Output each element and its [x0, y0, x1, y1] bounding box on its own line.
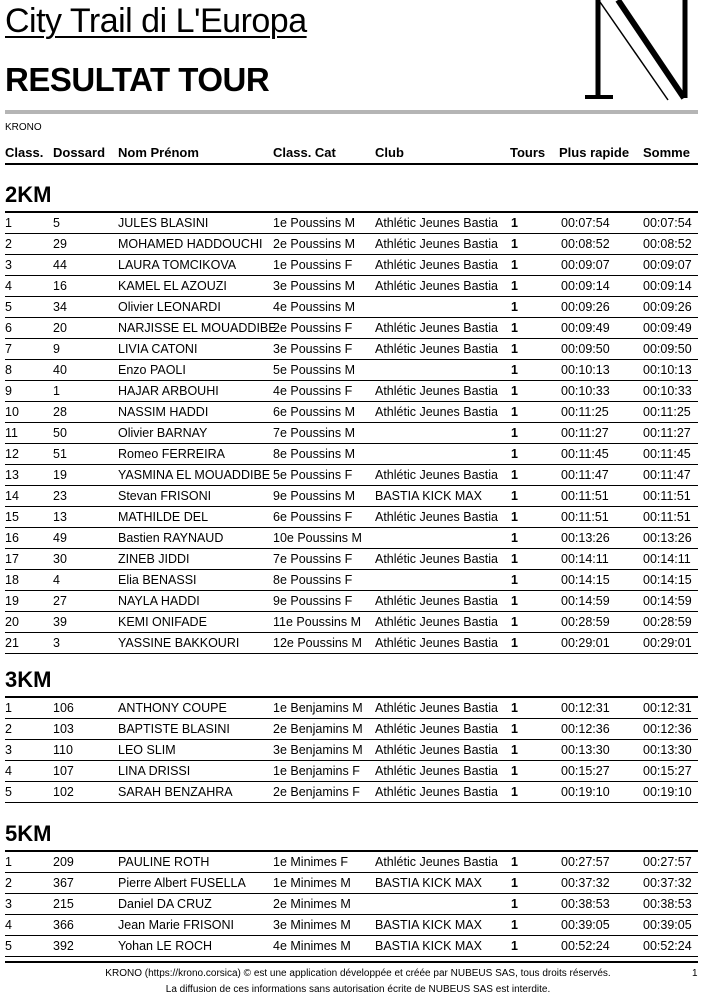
cell-rapide: 00:11:47	[561, 468, 609, 482]
cell-nom: Romeo FERREIRA	[118, 447, 225, 461]
cell-class: 6	[5, 321, 12, 335]
cell-tours: 1	[511, 258, 518, 272]
cell-somme: 00:10:13	[643, 363, 692, 377]
table-row	[5, 915, 698, 936]
cell-somme: 00:13:26	[643, 531, 692, 545]
cell-tours: 1	[511, 855, 518, 869]
cell-rapide: 00:12:31	[561, 701, 610, 715]
cell-class: 10	[5, 405, 19, 419]
cell-tours: 1	[511, 939, 518, 953]
cell-class: 2	[5, 237, 12, 251]
table-row	[5, 782, 698, 803]
cell-class: 17	[5, 552, 19, 566]
cell-cat: 10e Poussins M	[273, 531, 362, 545]
cell-dossard: 34	[53, 300, 67, 314]
cell-somme: 00:14:11	[643, 552, 691, 566]
cell-club: Athlétic Jeunes Bastia	[375, 468, 498, 482]
cell-cat: 3e Benjamins M	[273, 743, 363, 757]
cell-club: Athlétic Jeunes Bastia	[375, 636, 498, 650]
cell-cat: 4e Minimes M	[273, 939, 351, 953]
cell-class: 16	[5, 531, 19, 545]
col-header-somme: Somme	[643, 145, 690, 160]
table-row	[5, 528, 698, 549]
cell-class: 5	[5, 300, 12, 314]
table-row	[5, 873, 698, 894]
cell-dossard: 23	[53, 489, 67, 503]
cell-rapide: 00:11:51	[561, 510, 609, 524]
cell-tours: 1	[511, 300, 518, 314]
cell-somme: 00:10:33	[643, 384, 692, 398]
cell-tours: 1	[511, 216, 518, 230]
table-row	[5, 633, 698, 654]
page-title: City Trail di L'Europa	[5, 2, 307, 40]
cell-nom: MATHILDE DEL	[118, 510, 209, 524]
cell-nom: Enzo PAOLI	[118, 363, 186, 377]
cell-cat: 3e Minimes M	[273, 918, 351, 932]
cell-cat: 8e Poussins M	[273, 447, 355, 461]
cell-nom: Pierre Albert FUSELLA	[118, 876, 246, 890]
cell-dossard: 13	[53, 510, 67, 524]
table-row	[5, 213, 698, 234]
cell-somme: 00:11:45	[643, 447, 691, 461]
cell-nom: Olivier LEONARDI	[118, 300, 221, 314]
organizer-label: KRONO	[5, 122, 42, 133]
cell-class: 13	[5, 468, 19, 482]
cell-cat: 3e Poussins F	[273, 342, 353, 356]
cell-cat: 2e Benjamins F	[273, 785, 360, 799]
cell-class: 1	[5, 855, 12, 869]
table-row	[5, 719, 698, 740]
cell-rapide: 00:13:26	[561, 531, 610, 545]
cell-cat: 1e Benjamins M	[273, 701, 363, 715]
table-row	[5, 852, 698, 873]
cell-rapide: 00:19:10	[561, 785, 610, 799]
table-row	[5, 761, 698, 782]
cell-club: BASTIA KICK MAX	[375, 939, 482, 953]
cell-dossard: 44	[53, 258, 67, 272]
table-row	[5, 612, 698, 633]
table-row	[5, 234, 698, 255]
cell-nom: LAURA TOMCIKOVA	[118, 258, 237, 272]
column-headers	[5, 145, 698, 165]
cell-rapide: 00:10:13	[561, 363, 610, 377]
cell-club: Athlétic Jeunes Bastia	[375, 701, 498, 715]
cell-rapide: 00:27:57	[561, 855, 610, 869]
cell-club: Athlétic Jeunes Bastia	[375, 510, 498, 524]
cell-tours: 1	[511, 722, 518, 736]
cell-class: 20	[5, 615, 19, 629]
cell-rapide: 00:14:11	[561, 552, 609, 566]
cell-cat: 12e Poussins M	[273, 636, 362, 650]
cell-tours: 1	[511, 363, 518, 377]
cell-dossard: 40	[53, 363, 67, 377]
cell-tours: 1	[511, 237, 518, 251]
cell-dossard: 110	[53, 743, 73, 757]
cell-club: Athlétic Jeunes Bastia	[375, 279, 498, 293]
cell-club: Athlétic Jeunes Bastia	[375, 216, 498, 230]
cell-rapide: 00:11:51	[561, 489, 609, 503]
col-header-dossard: Dossard	[53, 145, 106, 160]
n-logo-icon	[580, 0, 700, 102]
cell-dossard: 20	[53, 321, 67, 335]
cell-rapide: 00:09:49	[561, 321, 610, 335]
cell-nom: HAJAR ARBOUHI	[118, 384, 219, 398]
col-header-rapide: Plus rapide	[559, 145, 630, 160]
cell-tours: 1	[511, 615, 518, 629]
table-row	[5, 936, 698, 957]
table-row	[5, 444, 698, 465]
cell-rapide: 00:07:54	[561, 216, 610, 230]
cell-rapide: 00:39:05	[561, 918, 610, 932]
table-row	[5, 894, 698, 915]
cell-nom: KAMEL EL AZOUZI	[118, 279, 227, 293]
cell-somme: 00:11:27	[643, 426, 691, 440]
cell-tours: 1	[511, 552, 518, 566]
cell-dossard: 39	[53, 615, 67, 629]
cell-somme: 00:11:47	[643, 468, 691, 482]
table-row	[5, 698, 698, 719]
cell-class: 1	[5, 216, 12, 230]
cell-cat: 1e Poussins F	[273, 258, 353, 272]
cell-somme: 00:09:07	[643, 258, 692, 272]
cell-nom: LINA DRISSI	[118, 764, 191, 778]
cell-club: Athlétic Jeunes Bastia	[375, 321, 498, 335]
table-row	[5, 255, 698, 276]
col-header-nom: Nom Prénom	[118, 145, 199, 160]
cell-nom: LEO SLIM	[118, 743, 176, 757]
cell-club: Athlétic Jeunes Bastia	[375, 764, 498, 778]
cell-class: 3	[5, 897, 12, 911]
table-row	[5, 423, 698, 444]
cell-tours: 1	[511, 279, 518, 293]
cell-dossard: 392	[53, 939, 74, 953]
cell-tours: 1	[511, 897, 518, 911]
cell-cat: 2e Poussins M	[273, 237, 355, 251]
page-number: 1	[692, 968, 698, 979]
table-row	[5, 360, 698, 381]
cell-somme: 00:11:25	[643, 405, 691, 419]
cell-class: 11	[5, 426, 18, 440]
cell-nom: NAYLA HADDI	[118, 594, 200, 608]
cell-rapide: 00:09:26	[561, 300, 610, 314]
cell-nom: Bastien RAYNAUD	[118, 531, 224, 545]
cell-dossard: 209	[53, 855, 74, 869]
cell-dossard: 16	[53, 279, 67, 293]
cell-tours: 1	[511, 489, 518, 503]
section-title: 5KM	[5, 821, 52, 846]
cell-dossard: 27	[53, 594, 67, 608]
cell-rapide: 00:14:15	[561, 573, 610, 587]
cell-dossard: 19	[53, 468, 67, 482]
cell-nom: LIVIA CATONI	[118, 342, 198, 356]
cell-dossard: 28	[53, 405, 67, 419]
cell-tours: 1	[511, 384, 518, 398]
cell-nom: Stevan FRISONI	[118, 489, 212, 503]
cell-somme: 00:28:59	[643, 615, 692, 629]
cell-somme: 00:13:30	[643, 743, 692, 757]
col-header-class: Class.	[5, 145, 44, 160]
cell-cat: 3e Poussins M	[273, 279, 355, 293]
cell-dossard: 49	[53, 531, 67, 545]
cell-somme: 00:09:50	[643, 342, 692, 356]
cell-dossard: 29	[53, 237, 67, 251]
cell-cat: 4e Poussins M	[273, 300, 355, 314]
table-row	[5, 381, 698, 402]
cell-dossard: 50	[53, 426, 67, 440]
cell-class: 15	[5, 510, 19, 524]
cell-club: Athlétic Jeunes Bastia	[375, 552, 498, 566]
cell-rapide: 00:11:27	[561, 426, 609, 440]
table-row	[5, 339, 698, 360]
col-header-cat: Class. Cat	[273, 145, 336, 160]
cell-rapide: 00:11:25	[561, 405, 609, 419]
cell-dossard: 3	[53, 636, 60, 650]
cell-class: 4	[5, 279, 12, 293]
cell-dossard: 107	[53, 764, 74, 778]
cell-tours: 1	[511, 636, 518, 650]
page-subtitle: RESULTAT TOUR	[5, 61, 270, 98]
cell-class: 3	[5, 258, 12, 272]
cell-club: Athlétic Jeunes Bastia	[375, 384, 498, 398]
cell-tours: 1	[511, 426, 518, 440]
cell-nom: Jean Marie FRISONI	[118, 918, 235, 932]
footer-disclaimer: La diffusion de ces informations sans autorisation écrite de NUBEUS SAS est interdite.	[165, 984, 551, 995]
cell-somme: 00:12:36	[643, 722, 692, 736]
cell-nom: ANTHONY COUPE	[118, 701, 227, 715]
cell-cat: 7e Poussins F	[273, 552, 353, 566]
cell-tours: 1	[511, 510, 518, 524]
footer-divider	[5, 961, 698, 963]
footer-copyright: KRONO (https://krono.corsica) © est une application développée et créée par NUBEUS SAS, tous droits réservés.	[105, 968, 611, 979]
cell-class: 7	[5, 342, 12, 356]
cell-somme: 00:15:27	[643, 764, 692, 778]
cell-somme: 00:09:49	[643, 321, 692, 335]
cell-class: 5	[5, 785, 12, 799]
cell-cat: 9e Poussins F	[273, 594, 353, 608]
cell-somme: 00:09:14	[643, 279, 692, 293]
cell-nom: MOHAMED HADDOUCHI	[118, 237, 263, 251]
table-row	[5, 570, 698, 591]
cell-class: 19	[5, 594, 19, 608]
table-row	[5, 591, 698, 612]
cell-cat: 5e Poussins M	[273, 363, 355, 377]
cell-somme: 00:14:15	[643, 573, 692, 587]
cell-cat: 6e Poussins M	[273, 405, 355, 419]
cell-cat: 2e Minimes M	[273, 897, 351, 911]
cell-cat: 1e Benjamins F	[273, 764, 360, 778]
cell-tours: 1	[511, 701, 518, 715]
table-row	[5, 276, 698, 297]
cell-nom: NASSIM HADDI	[118, 405, 209, 419]
cell-nom: Daniel DA CRUZ	[118, 897, 212, 911]
cell-nom: BAPTISTE BLASINI	[118, 722, 230, 736]
cell-rapide: 00:15:27	[561, 764, 610, 778]
cell-club: Athlétic Jeunes Bastia	[375, 405, 498, 419]
cell-club: Athlétic Jeunes Bastia	[375, 342, 498, 356]
cell-dossard: 5	[53, 216, 60, 230]
cell-rapide: 00:12:36	[561, 722, 610, 736]
cell-tours: 1	[511, 764, 518, 778]
cell-dossard: 367	[53, 876, 74, 890]
table-row	[5, 507, 698, 528]
cell-class: 12	[5, 447, 19, 461]
cell-somme: 00:39:05	[643, 918, 692, 932]
table-row	[5, 486, 698, 507]
cell-rapide: 00:52:24	[561, 939, 610, 953]
cell-somme: 00:29:01	[643, 636, 692, 650]
cell-somme: 00:52:24	[643, 939, 692, 953]
cell-nom: KEMI ONIFADE	[118, 615, 207, 629]
cell-dossard: 366	[53, 918, 74, 932]
cell-cat: 7e Poussins M	[273, 426, 355, 440]
cell-dossard: 106	[53, 701, 74, 715]
cell-somme: 00:14:59	[643, 594, 692, 608]
col-header-club: Club	[375, 145, 404, 160]
table-row	[5, 318, 698, 339]
cell-somme: 00:12:31	[643, 701, 692, 715]
cell-cat: 4e Poussins F	[273, 384, 353, 398]
cell-tours: 1	[511, 876, 518, 890]
cell-somme: 00:37:32	[643, 876, 692, 890]
cell-dossard: 1	[53, 384, 60, 398]
cell-tours: 1	[511, 785, 518, 799]
cell-class: 8	[5, 363, 12, 377]
cell-tours: 1	[511, 743, 518, 757]
cell-cat: 8e Poussins F	[273, 573, 353, 587]
cell-nom: JULES BLASINI	[118, 216, 209, 230]
cell-dossard: 215	[53, 897, 74, 911]
cell-dossard: 9	[53, 342, 60, 356]
section-title: 2KM	[5, 182, 52, 207]
cell-nom: ZINEB JIDDI	[118, 552, 190, 566]
cell-club: Athlétic Jeunes Bastia	[375, 237, 498, 251]
cell-rapide: 00:38:53	[561, 897, 610, 911]
cell-tours: 1	[511, 531, 518, 545]
cell-cat: 2e Poussins F	[273, 321, 353, 335]
cell-class: 4	[5, 764, 12, 778]
cell-nom: Elia BENASSI	[118, 573, 197, 587]
cell-rapide: 00:08:52	[561, 237, 610, 251]
table-row	[5, 402, 698, 423]
cell-class: 18	[5, 573, 19, 587]
cell-somme: 00:19:10	[643, 785, 692, 799]
cell-cat: 2e Benjamins M	[273, 722, 363, 736]
cell-somme: 00:09:26	[643, 300, 692, 314]
cell-cat: 1e Minimes M	[273, 876, 351, 890]
cell-club: BASTIA KICK MAX	[375, 489, 482, 503]
cell-class: 2	[5, 722, 12, 736]
cell-tours: 1	[511, 573, 518, 587]
cell-class: 5	[5, 939, 12, 953]
cell-tours: 1	[511, 918, 518, 932]
cell-dossard: 4	[53, 573, 60, 587]
cell-dossard: 30	[53, 552, 67, 566]
cell-cat: 1e Minimes F	[273, 855, 349, 869]
table-row	[5, 297, 698, 318]
cell-cat: 5e Poussins F	[273, 468, 353, 482]
cell-rapide: 00:28:59	[561, 615, 610, 629]
cell-rapide: 00:13:30	[561, 743, 610, 757]
cell-class: 3	[5, 743, 12, 757]
cell-tours: 1	[511, 447, 518, 461]
cell-dossard: 51	[53, 447, 67, 461]
cell-tours: 1	[511, 405, 518, 419]
cell-class: 14	[5, 489, 19, 503]
cell-somme: 00:27:57	[643, 855, 692, 869]
cell-rapide: 00:11:45	[561, 447, 609, 461]
section-title: 3KM	[5, 667, 52, 692]
cell-rapide: 00:37:32	[561, 876, 610, 890]
cell-rapide: 00:09:07	[561, 258, 610, 272]
cell-nom: YASSINE BAKKOURI	[118, 636, 240, 650]
cell-nom: SARAH BENZAHRA	[118, 785, 233, 799]
cell-somme: 00:11:51	[643, 510, 691, 524]
cell-rapide: 00:14:59	[561, 594, 610, 608]
cell-tours: 1	[511, 594, 518, 608]
cell-tours: 1	[511, 468, 518, 482]
cell-tours: 1	[511, 342, 518, 356]
cell-nom: Yohan LE ROCH	[118, 939, 213, 953]
cell-rapide: 00:10:33	[561, 384, 610, 398]
cell-nom: PAULINE ROTH	[118, 855, 210, 869]
cell-class: 21	[5, 636, 19, 650]
cell-club: BASTIA KICK MAX	[375, 918, 482, 932]
cell-club: Athlétic Jeunes Bastia	[375, 594, 498, 608]
table-row	[5, 465, 698, 486]
header-divider	[5, 110, 698, 114]
table-row	[5, 549, 698, 570]
cell-cat: 11e Poussins M	[273, 615, 362, 629]
cell-somme: 00:11:51	[643, 489, 691, 503]
cell-dossard: 102	[53, 785, 74, 799]
cell-club: Athlétic Jeunes Bastia	[375, 855, 498, 869]
cell-club: BASTIA KICK MAX	[375, 876, 482, 890]
cell-somme: 00:07:54	[643, 216, 692, 230]
cell-tours: 1	[511, 321, 518, 335]
cell-club: Athlétic Jeunes Bastia	[375, 615, 498, 629]
cell-class: 1	[5, 701, 12, 715]
cell-rapide: 00:09:50	[561, 342, 610, 356]
cell-class: 4	[5, 918, 12, 932]
cell-somme: 00:08:52	[643, 237, 692, 251]
cell-club: Athlétic Jeunes Bastia	[375, 258, 498, 272]
cell-nom: Olivier BARNAY	[118, 426, 208, 440]
cell-club: Athlétic Jeunes Bastia	[375, 743, 498, 757]
cell-somme: 00:38:53	[643, 897, 692, 911]
cell-club: Athlétic Jeunes Bastia	[375, 785, 498, 799]
cell-club: Athlétic Jeunes Bastia	[375, 722, 498, 736]
cell-dossard: 103	[53, 722, 74, 736]
cell-rapide: 00:29:01	[561, 636, 610, 650]
cell-class: 9	[5, 384, 12, 398]
cell-cat: 9e Poussins M	[273, 489, 355, 503]
cell-class: 2	[5, 876, 12, 890]
cell-cat: 6e Poussins F	[273, 510, 353, 524]
cell-nom: YASMINA EL MOUADDIBE	[118, 468, 271, 482]
col-header-tours: Tours	[510, 145, 546, 160]
cell-cat: 1e Poussins M	[273, 216, 355, 230]
cell-rapide: 00:09:14	[561, 279, 610, 293]
table-row	[5, 740, 698, 761]
cell-nom: NARJISSE EL MOUADDIBE	[118, 321, 277, 335]
